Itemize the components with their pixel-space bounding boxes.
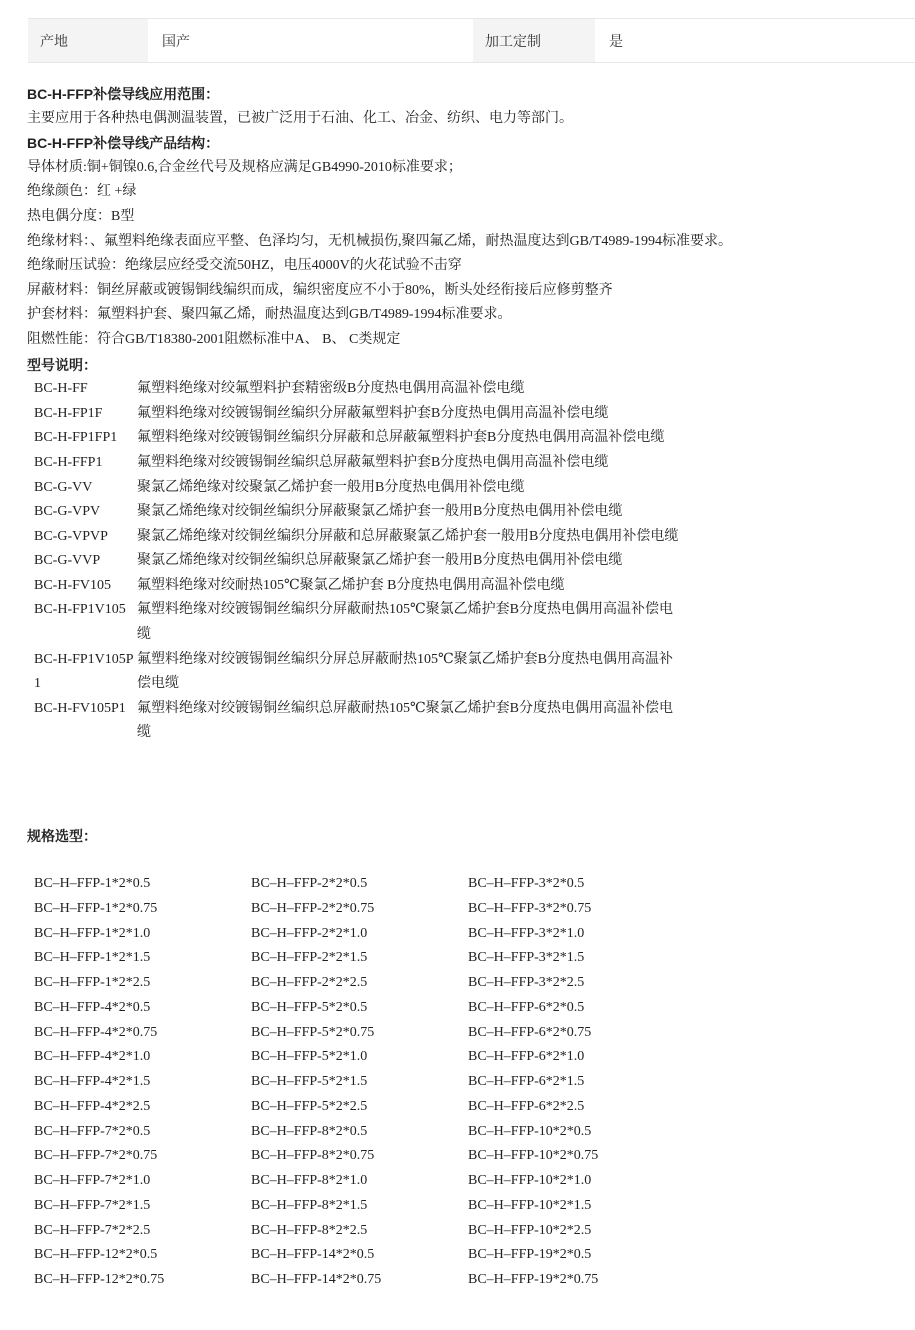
model-desc: 聚氯乙烯绝缘对绞铜丝编织分屏蔽和总屏蔽聚氯乙烯护套一般用B分度热电偶用补偿电缆 (137, 528, 679, 544)
model-list (34, 377, 887, 746)
model-row (34, 402, 887, 427)
structure-line: 绝缘耐压试验：绝缘层应经受交流50HZ，电压4000V的火花试验不击穿 (27, 258, 462, 274)
model-desc: 氟塑料绝缘对绞耐热105℃聚氯乙烯护套 B分度热电偶用高温补偿电缆 (137, 577, 565, 593)
spec-item: BC–H–FFP-5*2*0.75 (251, 1024, 375, 1040)
model-row (34, 451, 887, 476)
spec-item: BC–H–FFP-12*2*0.75 (34, 1272, 165, 1287)
spec-item: BC–H–FFP-8*2*1.5 (251, 1197, 368, 1213)
spec-item: BC–H–FFP-4*2*2.5 (34, 1098, 151, 1114)
application-text: 主要应用于各种热电偶测温装置，已被广泛用于石油、化工、冶金、纺织、电力等部门。 (27, 110, 573, 126)
spec-item: BC–H–FFP-4*2*1.0 (34, 1049, 151, 1065)
structure-line: 绝缘颜色：红 +绿 (27, 184, 137, 200)
spec-row (34, 1070, 685, 1095)
spec-item: BC–H–FFP-2*2*2.5 (251, 975, 368, 990)
spec-item: BC–H–FFP-8*2*0.5 (251, 1123, 368, 1139)
structure-line: 绝缘材料：、氟塑料绝缘表面应平整、色泽均匀，无机械损伤,聚四氟乙烯，耐热温度达到GB/T4989-1994标准要求。 (27, 233, 733, 249)
model-desc: 氟塑料绝缘对绞镀锡铜丝编织分屏总屏蔽耐热105℃聚氯乙烯护套B分度热电偶用高温补偿电缆 (137, 651, 673, 692)
spec-row (34, 1268, 685, 1293)
model-row (34, 525, 887, 550)
spec-row (34, 872, 685, 897)
model-code: BC-H-FF (34, 381, 88, 397)
spec-item: BC–H–FFP-3*2*1.0 (468, 925, 585, 941)
model-desc: 氟塑料绝缘对绞镀锡铜丝编织分屏蔽耐热105℃聚氯乙烯护套B分度热电偶用高温补偿电缆 (137, 602, 673, 643)
custom-value: 是 (595, 19, 915, 62)
model-code: BC-H-FP1V105 (34, 602, 126, 618)
spec-item: BC–H–FFP-12*2*0.5 (34, 1247, 158, 1263)
spec-item: BC–H–FFP-6*2*0.5 (468, 999, 585, 1015)
spec-item: BC–H–FFP-3*2*2.5 (468, 975, 585, 990)
spec-row (34, 971, 685, 996)
model-code: BC-H-FV105 (34, 577, 112, 593)
spec-item: BC–H–FFP-2*2*0.5 (251, 876, 368, 891)
spec-item: BC–H–FFP-6*2*1.5 (468, 1074, 585, 1089)
spec-item: BC–H–FFP-5*2*1.5 (251, 1074, 368, 1089)
spec-item: BC–H–FFP-7*2*2.5 (34, 1222, 151, 1238)
spec-item: BC–H–FFP-10*2*1.5 (468, 1197, 592, 1213)
model-row (34, 697, 887, 746)
origin-value: 国产 (148, 19, 473, 62)
model-desc: 氟塑料绝缘对绞镀锡铜丝编织分屏蔽和总屏蔽氟塑料护套B分度热电偶用高温补偿电缆 (137, 430, 665, 446)
spec-item: BC–H–FFP-4*2*0.75 (34, 1024, 158, 1040)
spec-item: BC–H–FFP-14*2*0.5 (251, 1247, 375, 1263)
origin-label: 产地 (28, 19, 148, 62)
spec-item: BC–H–FFP-2*2*1.0 (251, 925, 368, 941)
model-code: BC-G-VPV (34, 504, 101, 520)
spec-item: BC–H–FFP-7*2*1.5 (34, 1197, 151, 1213)
spec-item: BC–H–FFP-4*2*1.5 (34, 1074, 151, 1089)
model-desc: 氟塑料绝缘对绞镀锡铜丝编织总屏蔽耐热105℃聚氯乙烯护套B分度热电偶用高温补偿电缆 (137, 700, 673, 741)
spec-row (34, 897, 685, 922)
structure-list (27, 156, 887, 353)
model-code: BC-H-FV105P1 (34, 700, 126, 716)
model-row (34, 648, 887, 697)
model-code: BC-G-VVP (34, 553, 101, 569)
spec-item: BC–H–FFP-6*2*0.75 (468, 1024, 592, 1040)
spec-item: BC–H–FFP-7*2*0.75 (34, 1148, 158, 1164)
spec-item: BC–H–FFP-7*2*0.5 (34, 1123, 151, 1139)
spec-item: BC–H–FFP-1*2*1.5 (34, 950, 151, 966)
model-desc: 氟塑料绝缘对绞镀锡铜丝编织分屏蔽氟塑料护套B分度热电偶用高温补偿电缆 (137, 405, 609, 421)
spec-item: BC–H–FFP-8*2*2.5 (251, 1222, 368, 1238)
spec-item: BC–H–FFP-6*2*1.0 (468, 1049, 585, 1065)
spec-item: BC–H–FFP-1*2*1.0 (34, 925, 151, 941)
spec-row (34, 1045, 685, 1070)
model-code: BC-H-FFP1 (34, 454, 103, 470)
attribute-table (28, 18, 915, 63)
spec-row (34, 996, 685, 1021)
spec-item: BC–H–FFP-2*2*0.75 (251, 900, 375, 916)
model-row (34, 500, 887, 525)
spec-item: BC–H–FFP-4*2*0.5 (34, 999, 151, 1015)
model-desc: 聚氯乙烯绝缘对绞铜丝编织总屏蔽聚氯乙烯护套一般用B分度热电偶用补偿电缆 (137, 553, 623, 569)
spec-item: BC–H–FFP-2*2*1.5 (251, 950, 368, 966)
application-title: BC-H-FFP补偿导线应用范围： (27, 86, 220, 102)
spec-item: BC–H–FFP-10*2*2.5 (468, 1222, 592, 1238)
spec-row (34, 946, 685, 971)
model-code: BC-H-FP1V105P1 (34, 651, 134, 692)
model-row (34, 574, 887, 599)
structure-line: 热电偶分度：B型 (27, 208, 135, 224)
spec-item: BC–H–FFP-3*2*0.5 (468, 876, 585, 891)
spec-row (34, 1219, 685, 1244)
custom-label: 加工定制 (473, 19, 595, 62)
spec-row (34, 922, 685, 947)
model-desc: 聚氯乙烯绝缘对绞铜丝编织分屏蔽聚氯乙烯护套一般用B分度热电偶用补偿电缆 (137, 504, 623, 520)
structure-line: 导体材质:铜+铜镍0.6,合金丝代号及规格应满足GB4990-2010标准要求； (27, 159, 462, 175)
model-code: BC-G-VPVP (34, 528, 108, 544)
spec-row (34, 1120, 685, 1145)
model-row (34, 377, 887, 402)
spec-item: BC–H–FFP-10*2*0.5 (468, 1123, 592, 1139)
spec-row (34, 1095, 685, 1120)
spec-item: BC–H–FFP-8*2*0.75 (251, 1148, 375, 1164)
spec-item: BC–H–FFP-19*2*0.5 (468, 1247, 592, 1263)
model-code: BC-H-FP1F (34, 405, 103, 421)
spec-item: BC–H–FFP-1*2*0.5 (34, 876, 151, 891)
model-desc: 氟塑料绝缘对绞镀锡铜丝编织总屏蔽氟塑料护套B分度热电偶用高温补偿电缆 (137, 454, 609, 470)
structure-line: 屏蔽材料：铜丝屏蔽或镀锡铜线编织而成，编织密度应不小于80%，断头处经衔接后应修剪整齐 (27, 282, 613, 298)
model-title: 型号说明： (27, 356, 97, 373)
spec-item: BC–H–FFP-19*2*0.75 (468, 1272, 599, 1287)
structure-line: 阻燃性能：符合GB/T18380-2001阻燃标准中A、 B、 C类规定 (27, 331, 401, 347)
model-desc: 聚氯乙烯绝缘对绞聚氯乙烯护套一般用B分度热电偶用补偿电缆 (137, 479, 525, 495)
spec-item: BC–H–FFP-3*2*0.75 (468, 900, 592, 916)
model-desc: 氟塑料绝缘对绞氟塑料护套精密级B分度热电偶用高温补偿电缆 (137, 381, 525, 397)
model-code: BC-G-VV (34, 479, 93, 495)
model-code: BC-H-FP1FP1 (34, 430, 118, 446)
model-row (34, 476, 887, 501)
spec-item: BC–H–FFP-7*2*1.0 (34, 1173, 151, 1188)
spec-row (34, 1194, 685, 1219)
spec-item: BC–H–FFP-14*2*0.75 (251, 1272, 382, 1287)
spec-title: 规格选型： (27, 828, 97, 844)
spec-row (34, 1243, 685, 1268)
spec-row (34, 1169, 685, 1194)
spec-item: BC–H–FFP-5*2*2.5 (251, 1098, 368, 1114)
model-row (34, 549, 887, 574)
structure-line: 护套材料：氟塑料护套、聚四氟乙烯，耐热温度达到GB/T4989-1994标准要求。 (27, 307, 512, 323)
spec-row (34, 1144, 685, 1169)
model-row (34, 598, 887, 647)
spec-table (34, 872, 685, 1293)
spec-row (34, 1021, 685, 1046)
spec-item: BC–H–FFP-5*2*0.5 (251, 999, 368, 1015)
spec-item: BC–H–FFP-1*2*0.75 (34, 900, 158, 916)
spec-item: BC–H–FFP-10*2*1.0 (468, 1173, 592, 1188)
product-description (27, 82, 887, 746)
spec-item: BC–H–FFP-8*2*1.0 (251, 1173, 368, 1188)
spec-item: BC–H–FFP-5*2*1.0 (251, 1049, 368, 1065)
spec-item: BC–H–FFP-1*2*2.5 (34, 975, 151, 990)
spec-item: BC–H–FFP-3*2*1.5 (468, 950, 585, 966)
model-row (34, 426, 887, 451)
spec-item: BC–H–FFP-6*2*2.5 (468, 1098, 585, 1114)
spec-item: BC–H–FFP-10*2*0.75 (468, 1148, 599, 1164)
structure-title: BC-H-FFP补偿导线产品结构： (27, 135, 220, 152)
